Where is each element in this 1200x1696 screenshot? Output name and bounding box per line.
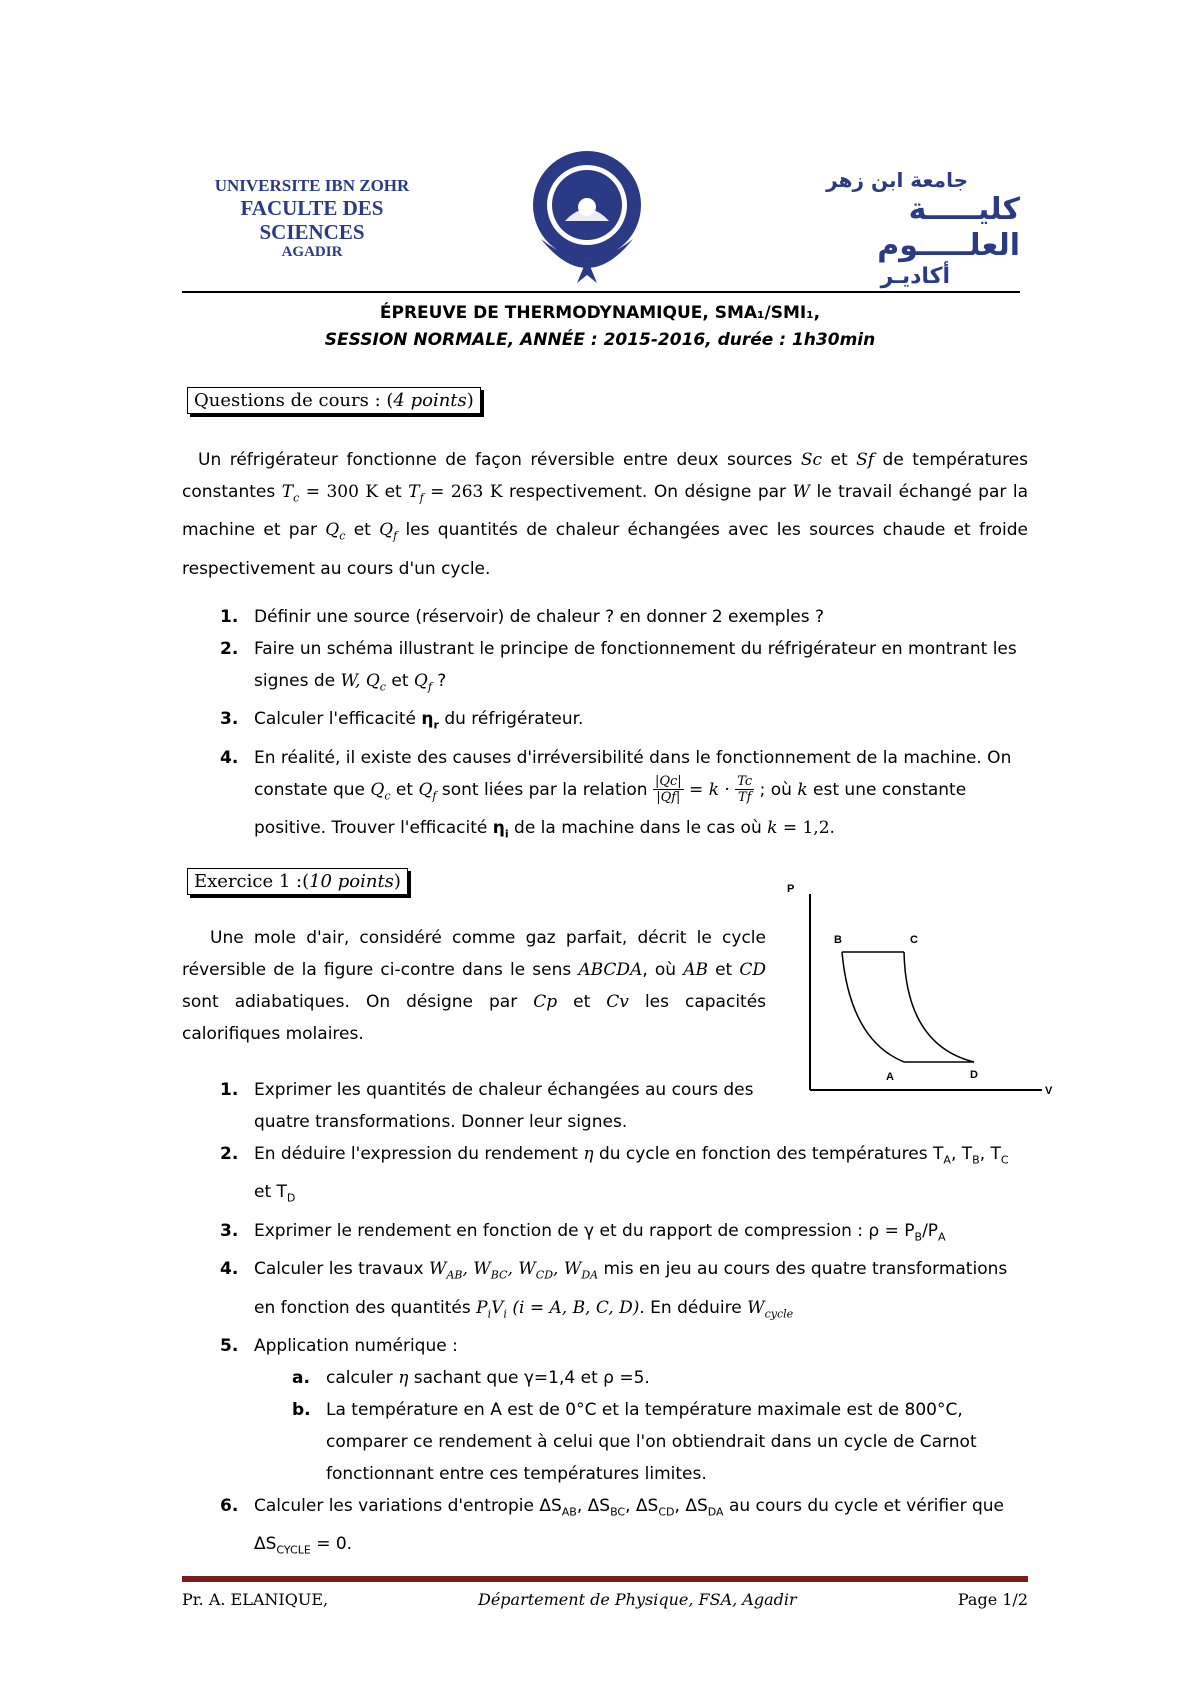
univ-line-3: AGADIR	[281, 243, 343, 260]
exercice-questions	[182, 1074, 1028, 1567]
question-item: 3. Calculer l'efficacité $\eta_r$ du réfrigérateur.	[220, 709, 584, 732]
exam-title-line-1: ÉPREUVE DE THERMODYNAMIQUE, SMA₁/SMI₁,	[379, 303, 821, 323]
header-divider	[182, 291, 1020, 293]
question-item: 1. Exprimer les quantités de chaleur échangées au cours des quatre transformations. Donner leur signes.	[220, 1080, 754, 1132]
question-item: 4. Calculer les travaux $W_{AB}$, $W_{BC}$, $W_{CD}$, $W_{DA}$ mis en jeu au cours des quatre transformations en fonction des quantités $P_iV_i$ (i = A, B, C, D). En déduire $W_{cycle}$	[220, 1259, 1008, 1320]
univ-ar-line-3: أكاديـر	[880, 264, 950, 289]
footer-page-number: Page 1/2	[957, 1590, 1028, 1609]
exam-title	[180, 300, 1020, 354]
question-item: 6. Calculer les variations d'entropie $\Delta S_{AB}$, $\Delta S_{BC}$, $\Delta S_{CD}$, $\Delta S_{DA}$ au cours du cycle et vérifier que $\Delta S_{CYCLE} = 0$.	[220, 1495, 1004, 1557]
adiabat-cd	[904, 952, 974, 1062]
question-item: 2. Faire un schéma illustrant le principe de fonctionnement du réfrigérateur en montrant les signes de W, $Q_c$ et $Q_f$ ?	[220, 638, 1017, 694]
cours-questions	[182, 601, 1028, 851]
question-item: 2. En déduire l'expression du rendement η du cycle en fonction des températures $T_A$, $T_B$, $T_C$ et $T_D$	[220, 1144, 1009, 1205]
intro-paragraph: Un réfrigérateur fonctionne de façon réversible entre deux sources Sc et Sf de températures constantes $T_c = 300$ K et $T_f = 263$ K respectivement. On désigne par W le travail échangé par la machine et par $Q_c$ et $Q_f$ les quantités de chaleur échangées avec les sources chaude et froide respectivement au cours d'un cycle.	[182, 450, 1029, 579]
univ-line-2: FACULTE DES SCIENCES	[240, 195, 384, 244]
sub-question-item: a. calculer η sachant que γ=1,4 et ρ =5.	[292, 1367, 650, 1388]
section-heading-cours: Questions de cours : (4 points)	[187, 387, 481, 414]
exercice-questions-block	[182, 1074, 1028, 1567]
section-label: Questions de cours : (	[194, 390, 394, 411]
univ-ar-line-2: كليـــــة العلـــــوم	[877, 192, 1020, 263]
exercice-intro	[182, 922, 766, 1050]
footer-department: Département de Physique, FSA, Agadir	[478, 1590, 797, 1609]
section-points: 4 points	[393, 390, 467, 411]
footer-author: Pr. A. ELANIQUE,	[182, 1590, 329, 1609]
university-name-ar	[780, 168, 1020, 290]
point-b-label: B	[834, 934, 842, 946]
univ-line-1: UNIVERSITE IBN ZOHR	[214, 176, 410, 195]
v-axis-label: V	[1045, 1085, 1053, 1097]
fraction-qc-qf: $\frac{|Qc|}{|Qf|}$	[654, 774, 682, 806]
section-cours-body	[182, 444, 1028, 850]
university-name-fr	[192, 176, 432, 261]
question-item: 5. Application numérique : a. calculer η sachant que γ=1,4 et ρ =5. b. La température en A est de 0°C et la température maximale est de 800°C, comparer ce rendement à celui que l'on obtiendrait dans un cycle de Carnot fonctionnant entre ces températures limites.	[182, 1330, 1028, 1490]
exercice-intro-paragraph: Une mole d'air, considéré comme gaz parfait, décrit le cycle réversible de la figure ci-contre dans le sens ABCDA, où AB et CD sont adiabatiques. On désigne par Cp et Cv les capacités calorifiques molaires.	[182, 928, 767, 1044]
sub-questions	[254, 1362, 1028, 1490]
faculty-seal-logo	[531, 147, 643, 287]
p-axis-label: P	[787, 883, 795, 895]
section-points: 10 points	[309, 871, 394, 892]
footer-divider	[182, 1576, 1028, 1582]
pv-cycle-diagram	[780, 880, 1060, 1100]
exam-title-line-2: SESSION NORMALE, ANNÉE : 2015-2016, durée : 1h30min	[324, 330, 876, 350]
fraction-tc-tf: $\frac{Tc}{Tf}$	[737, 774, 753, 806]
univ-ar-line-1: جامعة ابن زهر	[826, 168, 968, 192]
point-a-label: A	[886, 1071, 894, 1083]
section-heading-exercice: Exercice 1 :(10 points)	[187, 868, 408, 895]
point-c-label: C	[910, 934, 918, 946]
section-label: Exercice 1 :(	[194, 871, 310, 892]
point-d-label: D	[970, 1069, 978, 1081]
question-item: 4. En réalité, il existe des causes d'irréversibilité dans le fonctionnement de la machine. On constate que $Q_c$ et $Q_f$ sont liées par la relation $\frac{|Qc|}{|Qf|}$ = k · $\frac{Tc}{Tf}$ ; où k est une constante positive. Trouver l'efficacité $\eta_i$ de la machine dans le cas où k = 1,2.	[220, 747, 1012, 841]
question-item: 1. Définir une source (réservoir) de chaleur ? en donner 2 exemples ?	[220, 606, 825, 627]
adiabat-ab	[842, 952, 904, 1062]
sub-question-item: b. La température en A est de 0°C et la température maximale est de 800°C, comparer ce rendement à celui que l'on obtiendrait dans un cycle de Carnot fonctionnant entre ces températures limites.	[292, 1399, 977, 1484]
question-item: 3. Exprimer le rendement en fonction de γ et du rapport de compression : $\rho = P_B/P_A$	[220, 1220, 946, 1244]
